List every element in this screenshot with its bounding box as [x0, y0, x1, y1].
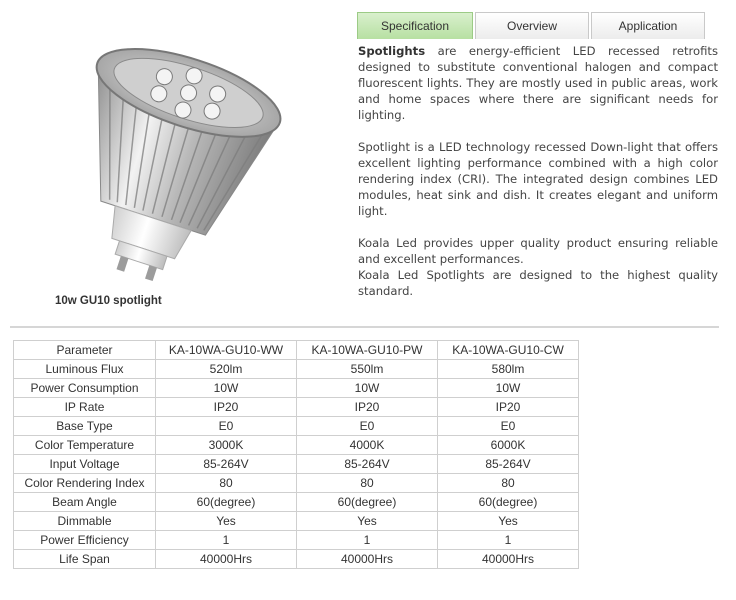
- value-cell: 520lm: [156, 360, 297, 379]
- description-paragraph-1: [358, 43, 718, 123]
- parameter-cell: Power Efficiency: [14, 531, 156, 550]
- parameter-cell: Luminous Flux: [14, 360, 156, 379]
- value-cell: 80: [156, 474, 297, 493]
- value-cell: Yes: [156, 512, 297, 531]
- value-cell: 85-264V: [156, 455, 297, 474]
- product-description: [358, 43, 718, 299]
- parameter-cell: Dimmable: [14, 512, 156, 531]
- tab-application[interactable]: Application: [591, 12, 705, 39]
- value-cell: 80: [438, 474, 579, 493]
- value-cell: KA-10WA-GU10-CW: [438, 341, 579, 360]
- value-cell: Yes: [438, 512, 579, 531]
- description-text: are energy-efficient LED recessed retrofits designed to substitute conventional halogen and compact fluorescent lights. They are mostly used in public areas, work and home spaces where there are significant needs for lighting.: [358, 44, 718, 122]
- value-cell: 60(degree): [438, 493, 579, 512]
- table-row: [14, 455, 579, 474]
- parameter-cell: Life Span: [14, 550, 156, 569]
- value-cell: 550lm: [297, 360, 438, 379]
- value-cell: 6000K: [438, 436, 579, 455]
- value-cell: 580lm: [438, 360, 579, 379]
- product-caption: 10w GU10 spotlight: [55, 295, 162, 307]
- value-cell: KA-10WA-GU10-WW: [156, 341, 297, 360]
- value-cell: E0: [297, 417, 438, 436]
- value-cell: IP20: [297, 398, 438, 417]
- table-row: [14, 360, 579, 379]
- table-row: [14, 512, 579, 531]
- parameter-cell: IP Rate: [14, 398, 156, 417]
- table-row: [14, 379, 579, 398]
- parameter-cell: Base Type: [14, 417, 156, 436]
- value-cell: IP20: [156, 398, 297, 417]
- table-row: [14, 436, 579, 455]
- value-cell: Yes: [297, 512, 438, 531]
- value-cell: 40000Hrs: [297, 550, 438, 569]
- value-cell: KA-10WA-GU10-PW: [297, 341, 438, 360]
- value-cell: 1: [438, 531, 579, 550]
- description-paragraph-4: Koala Led Spotlights are designed to the highest quality standard.: [358, 268, 718, 298]
- tab-specification[interactable]: Specification: [357, 12, 473, 39]
- value-cell: 10W: [156, 379, 297, 398]
- product-image: [30, 20, 330, 290]
- value-cell: 40000Hrs: [156, 550, 297, 569]
- parameter-cell: Power Consumption: [14, 379, 156, 398]
- description-paragraph-3: Koala Led provides upper quality product ensuring reliable and excellent performances.: [358, 236, 718, 266]
- description-paragraph-2: Spotlight is a LED technology recessed Down-light that offers excellent lighting performance combined with a high color rendering index (CRI). The integrated design combines LED modules, heat sink and dish. It creates elegant and uniform light.: [358, 140, 718, 218]
- table-row: [14, 550, 579, 569]
- value-cell: 3000K: [156, 436, 297, 455]
- divider: [10, 326, 719, 328]
- parameter-cell: Color Temperature: [14, 436, 156, 455]
- value-cell: E0: [438, 417, 579, 436]
- parameter-cell: Input Voltage: [14, 455, 156, 474]
- value-cell: 80: [297, 474, 438, 493]
- spec-table: [13, 340, 579, 569]
- table-row: [14, 341, 579, 360]
- tab-overview[interactable]: Overview: [475, 12, 589, 39]
- value-cell: E0: [156, 417, 297, 436]
- value-cell: 40000Hrs: [438, 550, 579, 569]
- value-cell: 10W: [297, 379, 438, 398]
- description-bold-term: Spotlights: [358, 44, 426, 58]
- value-cell: 85-264V: [438, 455, 579, 474]
- parameter-cell: Beam Angle: [14, 493, 156, 512]
- value-cell: 10W: [438, 379, 579, 398]
- value-cell: 1: [297, 531, 438, 550]
- parameter-cell: Color Rendering Index: [14, 474, 156, 493]
- value-cell: 1: [156, 531, 297, 550]
- table-row: [14, 493, 579, 512]
- gu10-spotlight-bulb-icon: [30, 20, 330, 290]
- table-row: [14, 398, 579, 417]
- table-row: [14, 531, 579, 550]
- value-cell: 60(degree): [297, 493, 438, 512]
- table-row: [14, 474, 579, 493]
- table-row: [14, 417, 579, 436]
- value-cell: 85-264V: [297, 455, 438, 474]
- parameter-cell: Parameter: [14, 341, 156, 360]
- value-cell: 4000K: [297, 436, 438, 455]
- value-cell: IP20: [438, 398, 579, 417]
- value-cell: 60(degree): [156, 493, 297, 512]
